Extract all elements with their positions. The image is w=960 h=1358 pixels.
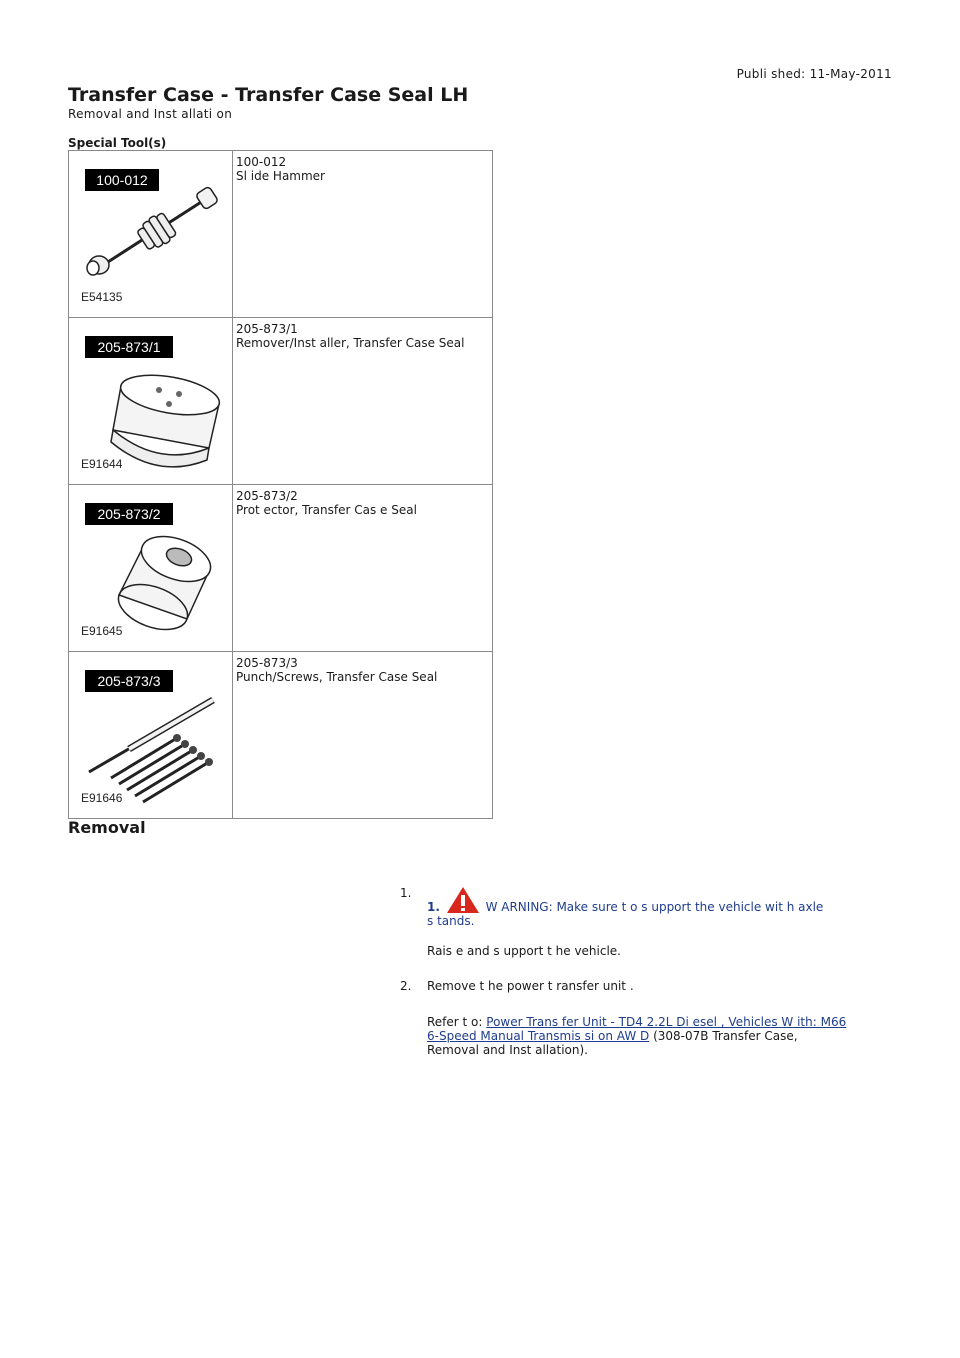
- tool-label: 205-873/2: [97, 506, 161, 522]
- figure-code: E91645: [81, 624, 123, 638]
- tool-image-cell: [69, 652, 233, 819]
- tool-label: 205-873/1: [97, 339, 161, 355]
- refer-prefix: Refer t o:: [427, 1015, 483, 1029]
- tool-code: 205-873/1: [236, 322, 298, 336]
- power-transfer-unit-link[interactable]: Power Trans fer Unit - TD4 2.2L Di esel , Vehicles W ith: M66: [486, 1015, 847, 1029]
- power-transfer-unit-link-cont[interactable]: 6-Speed Manual Transmis si on AW D: [427, 1029, 650, 1043]
- tool-label: 100-012: [96, 172, 148, 188]
- tool-image-cell: [69, 318, 233, 485]
- protector-image: [69, 485, 232, 647]
- tool-name: Remover/Inst aller, Transfer Case Seal: [236, 336, 465, 350]
- removal-heading: Removal: [68, 818, 146, 837]
- tool-image-cell: [69, 151, 233, 318]
- page-title: Transfer Case - Transfer Case Seal LH: [68, 84, 469, 106]
- step-text: Rais e and s upport t he vehicle.: [427, 944, 621, 958]
- refer-suffix: (308-07B Transfer Case,: [653, 1029, 798, 1043]
- tool-image-cell: [69, 485, 233, 652]
- tool-row: [69, 485, 493, 652]
- tool-label: 205-873/3: [97, 673, 161, 689]
- punch-screws-image: [69, 652, 232, 814]
- tool-description-cell: [233, 652, 493, 819]
- page-subtitle: Removal and Inst allati on: [68, 107, 233, 121]
- figure-code: E54135: [81, 290, 123, 304]
- tool-code: 100-012: [236, 155, 287, 169]
- warning-text: W ARNING: Make sure t o s upport the vehicle wit h axle: [485, 900, 824, 914]
- step-number: 2.: [400, 979, 412, 993]
- tool-row: [69, 318, 493, 485]
- step-text: Remove t he power t ransfer unit .: [427, 979, 634, 993]
- tool-row: [69, 151, 493, 318]
- special-tools-table: [68, 150, 493, 819]
- slide-hammer-image: [69, 151, 232, 313]
- tool-code: 205-873/2: [236, 489, 298, 503]
- warning-triangle-icon: [446, 886, 480, 914]
- tool-name: Sl ide Hammer: [236, 169, 325, 183]
- figure-code: E91644: [81, 457, 123, 471]
- tool-description-cell: [233, 485, 493, 652]
- figure-code: E91646: [81, 791, 123, 805]
- published-date: Publi shed: 11-May-2011: [736, 67, 892, 81]
- tool-description-cell: [233, 151, 493, 318]
- tool-code: 205-873/3: [236, 656, 298, 670]
- tool-name: Prot ector, Transfer Cas e Seal: [236, 503, 417, 517]
- warning-text-cont: s tands.: [427, 914, 475, 928]
- tool-name: Punch/Screws, Transfer Case Seal: [236, 670, 438, 684]
- tool-description-cell: [233, 318, 493, 485]
- special-tools-heading: Special Tool(s): [68, 136, 167, 150]
- step-bold-number: 1.: [427, 900, 440, 914]
- step-number: 1.: [400, 886, 412, 900]
- remover-installer-image: [69, 318, 232, 480]
- refer-line-3: Removal and Inst allation).: [427, 1043, 588, 1057]
- tool-row: [69, 652, 493, 819]
